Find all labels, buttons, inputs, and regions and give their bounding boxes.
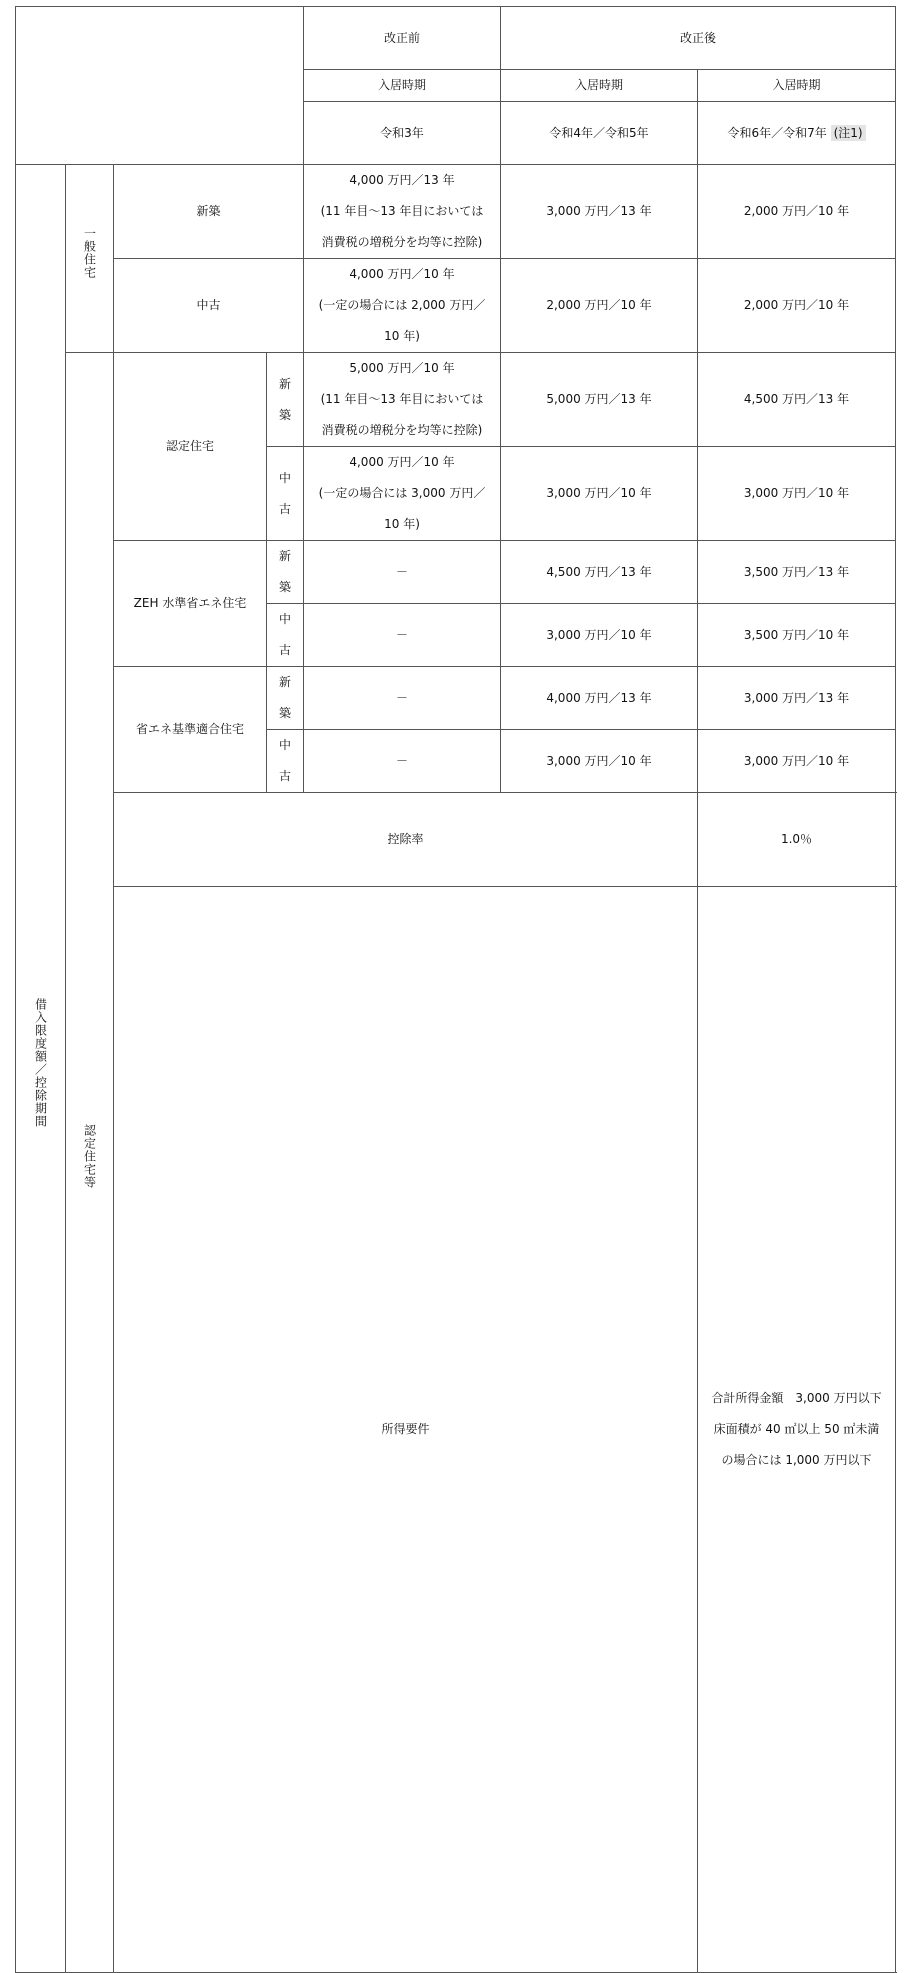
cert-used-before: 4,000 万円／10 年 (一定の場合には 3,000 万円／ 10 年)	[304, 447, 501, 541]
cert-new-after2: 4,500 万円／13 年	[698, 353, 896, 447]
header-r6-r7-label: 令和6年／令和7年	[727, 125, 827, 140]
zeh-new-before: －	[304, 541, 501, 604]
zeh-used-before: －	[304, 604, 501, 667]
gen-used-after1: 2,000 万円／10 年	[501, 259, 698, 353]
cert-used-after2: 3,000 万円／10 年	[698, 447, 896, 541]
zeh-new-after1: 4,500 万円／13 年	[501, 541, 698, 604]
eco-new-after2: 3,000 万円／13 年	[698, 667, 896, 730]
income-before: 合計所得金額 3,000 万円以下 床面積が 40 ㎡以上 50 ㎡未満 の場合には 1,000 万円以下	[698, 887, 896, 1973]
zeh-used-sub: 中 古	[267, 604, 304, 667]
gen-new-label: 新築	[114, 165, 304, 259]
general-house-label: 一般住宅	[82, 226, 97, 279]
cert-new-before: 5,000 万円／10 年 (11 年目～13 年目においては 消費税の増税分を均等に控除)	[304, 353, 501, 447]
cert-new-after1: 5,000 万円／13 年	[501, 353, 698, 447]
gen-new-after2: 2,000 万円／10 年	[698, 165, 896, 259]
header-before: 改正前	[304, 7, 501, 70]
rate-before: 1.0％	[698, 793, 896, 887]
cert-used-after1: 3,000 万円／10 年	[501, 447, 698, 541]
zeh-new-after2: 3,500 万円／13 年	[698, 541, 896, 604]
income-req-label: 所得要件	[114, 887, 698, 1973]
gen-used-label: 中古	[114, 259, 304, 353]
zeh-used-after1: 3,000 万円／10 年	[501, 604, 698, 667]
certified-etc-label: 認定住宅等	[82, 1124, 97, 1189]
cert-new-sub: 新 築	[267, 353, 304, 447]
header-move-in-after2: 入居時期	[698, 70, 896, 102]
deduction-rate-label: 控除率	[114, 793, 698, 887]
eco-used-after2: 3,000 万円／10 年	[698, 730, 896, 793]
energy-standard-label: 省エネ基準適合住宅	[114, 667, 267, 793]
eco-new-before: －	[304, 667, 501, 730]
header-r4-r5: 令和4年／令和5年	[501, 102, 698, 165]
header-move-in-before: 入居時期	[304, 70, 501, 102]
zeh-used-after2: 3,500 万円／10 年	[698, 604, 896, 667]
cert-used-sub: 中 古	[267, 447, 304, 541]
eco-used-sub: 中 古	[267, 730, 304, 793]
gen-new-after1: 3,000 万円／13 年	[501, 165, 698, 259]
eco-new-sub: 新 築	[267, 667, 304, 730]
certified-etc-label-cell	[66, 353, 114, 1973]
certified-house-label: 認定住宅	[114, 353, 267, 541]
header-move-in-after1: 入居時期	[501, 70, 698, 102]
zeh-new-sub: 新 築	[267, 541, 304, 604]
gen-new-before: 4,000 万円／13 年 (11 年目～13 年目においては 消費税の増税分を均等に控除)	[304, 165, 501, 259]
corner-blank-cell	[16, 7, 304, 165]
limit-period-label: 借入限度額／控除期間	[33, 997, 48, 1128]
header-r6-r7	[698, 102, 896, 165]
note1-badge: (注1)	[831, 125, 866, 141]
limit-period-label-cell	[16, 165, 66, 1973]
eco-used-after1: 3,000 万円／10 年	[501, 730, 698, 793]
general-house-label-cell	[66, 165, 114, 353]
zeh-label: ZEH 水準省エネ住宅	[114, 541, 267, 667]
eco-used-before: －	[304, 730, 501, 793]
gen-used-before: 4,000 万円／10 年 (一定の場合には 2,000 万円／ 10 年)	[304, 259, 501, 353]
eco-new-after1: 4,000 万円／13 年	[501, 667, 698, 730]
header-after: 改正後	[501, 7, 896, 70]
gen-used-after2: 2,000 万円／10 年	[698, 259, 896, 353]
tax-deduction-table	[15, 6, 896, 1973]
header-r3: 令和3年	[304, 102, 501, 165]
